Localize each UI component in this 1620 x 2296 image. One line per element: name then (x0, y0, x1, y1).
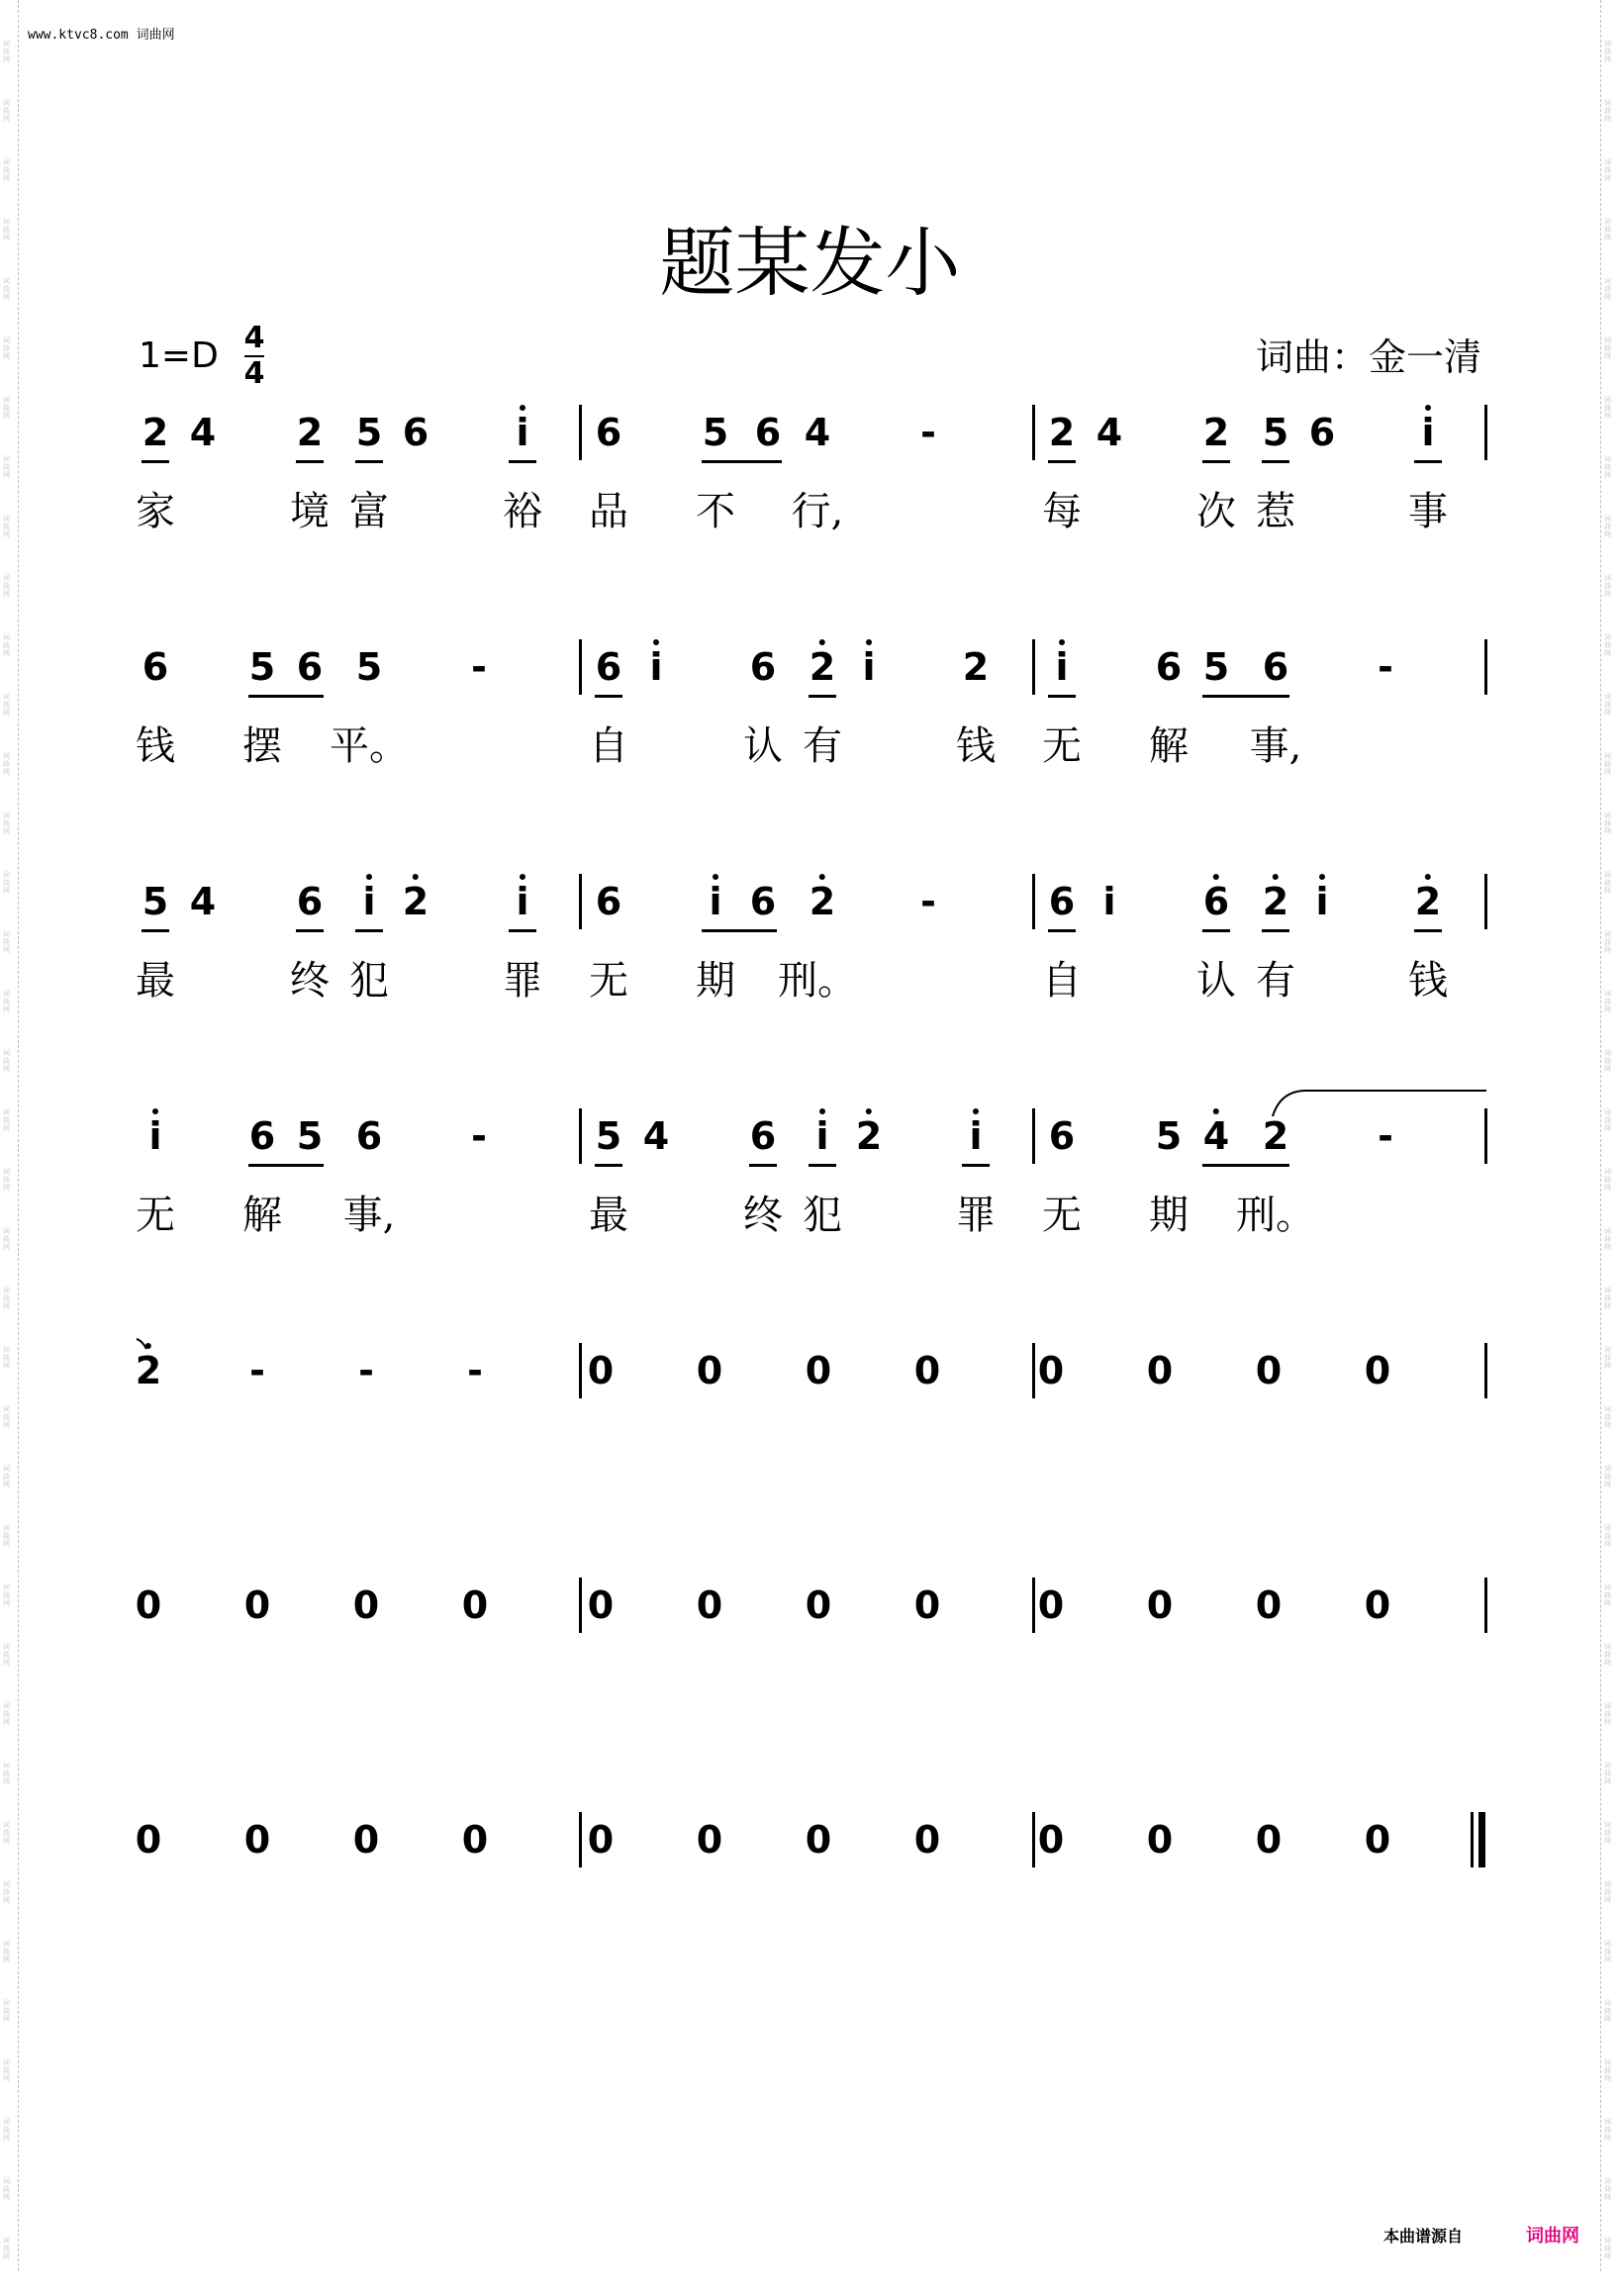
rest-note: 0 (1037, 1583, 1065, 1627)
note: i (707, 880, 724, 923)
rest-note: 0 (1364, 1349, 1391, 1392)
watermark-text: 词曲网 (3, 396, 10, 420)
watermark-text: 词曲网 (3, 871, 10, 895)
beam-underline (749, 1164, 777, 1167)
watermark-text: 词曲网 (1604, 752, 1611, 776)
rest-note: 0 (913, 1349, 941, 1392)
lyric-syllable: 境 (290, 489, 330, 534)
barline (579, 639, 582, 695)
watermark-text: 词曲网 (3, 455, 10, 479)
beam-underline (702, 460, 782, 463)
watermark-text: 词曲网 (3, 277, 10, 301)
watermark-text: 词曲网 (1604, 2237, 1611, 2260)
lyric-syllable: 摆 (242, 723, 282, 769)
barline (1484, 874, 1487, 929)
beam-underline (1414, 929, 1442, 932)
watermark-text: 词曲网 (3, 218, 10, 241)
note: 4 (804, 411, 831, 454)
lyric-syllable: 钱 (136, 723, 175, 769)
rest-note: 0 (1255, 1818, 1283, 1862)
lyric-syllable: 品 (589, 489, 628, 534)
watermark-text: 词曲网 (3, 1643, 10, 1667)
watermark-text: 词曲网 (3, 1940, 10, 1963)
note: 5 (142, 880, 169, 923)
lyric-syllable: 事 (1408, 489, 1448, 534)
rest-note: 0 (587, 1818, 615, 1862)
barline (1032, 1108, 1035, 1164)
rest-note: 0 (1037, 1818, 1065, 1862)
beam-underline (296, 929, 324, 932)
beam-underline (1202, 460, 1230, 463)
watermark-text: 词曲网 (1604, 455, 1611, 479)
rest-note: 0 (1255, 1583, 1283, 1627)
beam-underline (702, 929, 777, 932)
score-system (0, 1818, 1620, 1937)
watermark-text: 词曲网 (3, 1405, 10, 1429)
watermark-text: 词曲网 (1604, 1346, 1611, 1370)
beam-underline (1048, 929, 1076, 932)
watermark-text: 词曲网 (1604, 277, 1611, 301)
note: i (514, 411, 531, 454)
rest-note: 0 (243, 1583, 271, 1627)
barline (1032, 1812, 1035, 1867)
beam-underline (355, 460, 383, 463)
note: 6 (595, 880, 622, 923)
watermark-text: 词曲网 (1604, 2058, 1611, 2082)
watermark-text: 词曲网 (1604, 1227, 1611, 1251)
watermark-text: 词曲网 (1604, 1524, 1611, 1548)
watermark-text: 词曲网 (1604, 1999, 1611, 2023)
note: 4 (642, 1114, 670, 1158)
beam-underline (248, 1164, 324, 1167)
barline (579, 1108, 582, 1164)
watermark-text: 词曲网 (1604, 574, 1611, 598)
rest-note: 0 (352, 1583, 380, 1627)
note: 2 (1262, 880, 1289, 923)
note: 2 (809, 645, 836, 689)
note: 5 (1155, 1114, 1183, 1158)
watermark-text: 词曲网 (3, 1465, 10, 1488)
rest-note: 0 (587, 1583, 615, 1627)
time-bottom: 4 (243, 356, 265, 391)
watermark-text: 词曲网 (1604, 218, 1611, 241)
watermark-text: 词曲网 (1604, 1405, 1611, 1429)
beam-underline (809, 1164, 836, 1167)
watermark-text: 词曲网 (3, 1524, 10, 1548)
note: 5 (702, 411, 729, 454)
dash-extension: - (1378, 1114, 1393, 1158)
watermark-text: 词曲网 (3, 752, 10, 776)
beam-underline (296, 460, 324, 463)
rest-note: 0 (1146, 1818, 1174, 1862)
watermark-text: 词曲网 (3, 336, 10, 360)
note: 6 (1262, 645, 1289, 689)
note: 4 (189, 880, 217, 923)
beam-underline (1048, 460, 1076, 463)
watermark-text: 词曲网 (3, 1999, 10, 2023)
watermark-text: 词曲网 (1604, 40, 1611, 63)
lyric-syllable: 刑。 (778, 958, 857, 1004)
watermark-text: 词曲网 (3, 693, 10, 717)
note: 5 (248, 645, 276, 689)
lyric-syllable: 认 (1196, 958, 1236, 1004)
note: 5 (595, 1114, 622, 1158)
barline (579, 1812, 582, 1867)
barline (579, 405, 582, 460)
watermark-text: 词曲网 (1604, 1287, 1611, 1310)
watermark-text: 词曲网 (1604, 930, 1611, 954)
note: i (860, 645, 878, 689)
watermark-text: 词曲网 (3, 2058, 10, 2082)
note: 6 (142, 645, 169, 689)
watermark-text: 词曲网 (1604, 1821, 1611, 1845)
beam-underline (1202, 1164, 1289, 1167)
note: 6 (1155, 645, 1183, 689)
lyric-syllable: 认 (743, 723, 783, 769)
site-header[interactable]: www.ktvc8.com 词曲网 (28, 28, 175, 43)
lyric-syllable: 终 (743, 1193, 783, 1238)
dash-extension: - (920, 880, 936, 923)
lyric-syllable: 次 (1196, 489, 1236, 534)
barline (1484, 1578, 1487, 1633)
score-system (0, 411, 1620, 534)
dash-extension: - (1378, 645, 1393, 689)
rest-note: 0 (913, 1818, 941, 1862)
barline (579, 874, 582, 929)
lyric-syllable: 富 (349, 489, 389, 534)
lyric-syllable: 自 (1042, 958, 1082, 1004)
lyric-syllable: 期 (1149, 1193, 1189, 1238)
lyric-syllable: 无 (1042, 723, 1082, 769)
final-barline-thin (1471, 1812, 1474, 1867)
watermark-text: 词曲网 (1604, 396, 1611, 420)
rest-note: 0 (696, 1818, 723, 1862)
lyric-syllable: 钱 (956, 723, 996, 769)
note: 6 (749, 880, 777, 923)
beam-underline (248, 695, 324, 698)
beam-underline (595, 695, 622, 698)
note: 2 (142, 411, 169, 454)
lyric-syllable: 无 (1042, 1193, 1082, 1238)
note: i (813, 1114, 831, 1158)
note: 5 (296, 1114, 324, 1158)
barline (1032, 1343, 1035, 1398)
key-text: 1=D (139, 335, 219, 376)
watermark-text: 词曲网 (3, 1346, 10, 1370)
watermark-text: 词曲网 (1604, 1940, 1611, 1963)
rest-note: 0 (805, 1583, 832, 1627)
watermark-text: 词曲网 (1604, 1465, 1611, 1488)
watermark-text: 词曲网 (3, 1583, 10, 1607)
beam-underline (595, 1164, 622, 1167)
barline (1484, 405, 1487, 460)
rest-note: 0 (352, 1818, 380, 1862)
lyric-syllable: 裕 (503, 489, 542, 534)
note: 6 (595, 411, 622, 454)
lyric-syllable: 无 (136, 1193, 175, 1238)
watermark-text: 词曲网 (1604, 515, 1611, 538)
watermark-text: 词曲网 (3, 1227, 10, 1251)
rest-note: 0 (243, 1818, 271, 1862)
barline (1484, 1343, 1487, 1398)
rest-note: 0 (1037, 1349, 1065, 1392)
watermark-text: 词曲网 (3, 990, 10, 1013)
watermark-text: 词曲网 (1604, 812, 1611, 835)
watermark-text: 词曲网 (1604, 633, 1611, 657)
lyric-syllable: 刑。 (1236, 1193, 1315, 1238)
watermark-text: 词曲网 (1604, 693, 1611, 717)
note: 6 (1048, 880, 1076, 923)
watermark-text: 词曲网 (3, 1049, 10, 1073)
barline (1484, 639, 1487, 695)
rest-note: 0 (1146, 1349, 1174, 1392)
note: i (647, 645, 665, 689)
beam-underline (509, 460, 536, 463)
note: 2 (809, 880, 836, 923)
watermark-text: 词曲网 (1604, 1049, 1611, 1073)
rest-note: 0 (1255, 1349, 1283, 1392)
beam-underline (1262, 929, 1289, 932)
barline (1032, 405, 1035, 460)
watermark-text: 词曲网 (3, 40, 10, 63)
watermark-text: 词曲网 (3, 1821, 10, 1845)
beam-underline (1048, 695, 1076, 698)
rest-note: 0 (461, 1583, 489, 1627)
note: 2 (1414, 880, 1442, 923)
rest-note: 0 (805, 1349, 832, 1392)
note: 4 (189, 411, 217, 454)
dash-extension: - (471, 1114, 487, 1158)
lyric-syllable: 期 (696, 958, 735, 1004)
lyric-syllable: 事, (1249, 723, 1302, 769)
footer-source: 本曲谱源自 (1383, 2227, 1464, 2246)
watermark-text: 词曲网 (3, 812, 10, 835)
score-system (0, 1583, 1620, 1702)
watermark-text: 词曲网 (3, 2118, 10, 2142)
beam-underline (355, 929, 383, 932)
barline (579, 1578, 582, 1633)
lyric-syllable: 犯 (349, 958, 389, 1004)
lyric-syllable: 解 (242, 1193, 282, 1238)
tie-continuation (133, 1335, 162, 1355)
footer-brand[interactable]: 词曲网 (1526, 2226, 1579, 2247)
score-system (0, 1114, 1620, 1238)
note: 2 (1202, 411, 1230, 454)
dash-extension: - (467, 1349, 483, 1392)
lyric-syllable: 平。 (330, 723, 409, 769)
rest-note: 0 (135, 1818, 162, 1862)
watermark-text: 词曲网 (3, 574, 10, 598)
note: 6 (754, 411, 782, 454)
note: 5 (355, 411, 383, 454)
rest-note: 0 (696, 1349, 723, 1392)
note: i (1419, 411, 1437, 454)
lyric-syllable: 自 (589, 723, 628, 769)
lyric-syllable: 有 (1256, 958, 1295, 1004)
lyric-syllable: 终 (290, 958, 330, 1004)
note: 6 (296, 645, 324, 689)
song-title: 题某发小 (659, 219, 961, 307)
barline (579, 1343, 582, 1398)
note: 2 (135, 1349, 162, 1392)
rest-note: 0 (587, 1349, 615, 1392)
lyric-syllable: 解 (1149, 723, 1189, 769)
beam-underline (142, 929, 169, 932)
rest-note: 0 (805, 1818, 832, 1862)
note: 2 (1262, 1114, 1289, 1158)
watermark-text: 词曲网 (3, 515, 10, 538)
beam-underline (1202, 695, 1289, 698)
note: i (360, 880, 378, 923)
note: i (146, 1114, 164, 1158)
lyric-syllable: 罪 (503, 958, 542, 1004)
score-system (0, 1349, 1620, 1468)
dash-extension: - (249, 1349, 265, 1392)
note: i (514, 880, 531, 923)
note: 6 (1048, 1114, 1076, 1158)
lyric-syllable: 惹 (1256, 489, 1295, 534)
watermark-text: 词曲网 (3, 2237, 10, 2260)
note: 6 (749, 645, 777, 689)
watermark-text: 词曲网 (1604, 1108, 1611, 1132)
lyric-syllable: 最 (136, 958, 175, 1004)
note: i (1313, 880, 1331, 923)
beam-underline (962, 1164, 990, 1167)
watermark-text: 词曲网 (3, 99, 10, 123)
note: 6 (355, 1114, 383, 1158)
watermark-text: 词曲网 (3, 1287, 10, 1310)
lyric-syllable: 最 (589, 1193, 628, 1238)
barline (1032, 874, 1035, 929)
beam-underline (1414, 460, 1442, 463)
note: 4 (1202, 1114, 1230, 1158)
lyric-syllable: 家 (136, 489, 175, 534)
watermark-text: 词曲网 (1604, 336, 1611, 360)
note: 4 (1096, 411, 1123, 454)
tie-arc (1267, 1087, 1494, 1126)
note: 6 (1308, 411, 1336, 454)
lyric-syllable: 行, (791, 489, 844, 534)
watermark-text: 词曲网 (3, 930, 10, 954)
note: 6 (296, 880, 324, 923)
rest-note: 0 (1364, 1583, 1391, 1627)
lyric-syllable: 每 (1042, 489, 1082, 534)
rest-note: 0 (913, 1583, 941, 1627)
dash-extension: - (920, 411, 936, 454)
note: 2 (296, 411, 324, 454)
note: 6 (402, 411, 429, 454)
final-barline-thick (1478, 1812, 1485, 1867)
note: 2 (1048, 411, 1076, 454)
rest-note: 0 (461, 1818, 489, 1862)
lyric-syllable: 有 (803, 723, 842, 769)
beam-underline (1262, 460, 1289, 463)
beam-underline (509, 929, 536, 932)
note: 2 (962, 645, 990, 689)
lyric-syllable: 无 (589, 958, 628, 1004)
note: 6 (1202, 880, 1230, 923)
note: 2 (402, 880, 429, 923)
note: i (1102, 880, 1116, 923)
watermark-text: 词曲网 (1604, 2118, 1611, 2142)
watermark-text: 词曲网 (1604, 158, 1611, 182)
note: i (1053, 645, 1071, 689)
note: 2 (855, 1114, 883, 1158)
note: 5 (1262, 411, 1289, 454)
beam-underline (142, 460, 169, 463)
note: 6 (749, 1114, 777, 1158)
note: i (967, 1114, 985, 1158)
note: 6 (595, 645, 622, 689)
watermark-text: 词曲网 (3, 1762, 10, 1785)
watermark-text: 词曲网 (1604, 990, 1611, 1013)
watermark-text: 词曲网 (1604, 1880, 1611, 1904)
lyric-syllable: 犯 (803, 1193, 842, 1238)
score-system (0, 645, 1620, 769)
barline (1032, 639, 1035, 695)
watermark-text: 词曲网 (3, 1168, 10, 1192)
rest-note: 0 (696, 1583, 723, 1627)
dash-extension: - (358, 1349, 374, 1392)
time-signature (243, 322, 265, 391)
watermark-text: 词曲网 (1604, 1168, 1611, 1192)
rest-note: 0 (1146, 1583, 1174, 1627)
watermark-text: 词曲网 (1604, 871, 1611, 895)
watermark-text: 词曲网 (3, 1702, 10, 1726)
watermark-text: 词曲网 (1604, 99, 1611, 123)
lyric-syllable: 事, (342, 1193, 396, 1238)
watermark-text: 词曲网 (1604, 1762, 1611, 1785)
watermark-text: 词曲网 (1604, 1702, 1611, 1726)
watermark-text: 词曲网 (1604, 1643, 1611, 1667)
barline (1032, 1578, 1035, 1633)
rest-note: 0 (135, 1583, 162, 1627)
lyric-syllable: 不 (696, 489, 735, 534)
dash-extension: - (471, 645, 487, 689)
watermark-text: 词曲网 (3, 1108, 10, 1132)
watermark-text: 词曲网 (1604, 2177, 1611, 2201)
credit: 词曲：金一清 (1255, 335, 1481, 379)
note: 6 (248, 1114, 276, 1158)
beam-underline (809, 695, 836, 698)
time-top: 4 (243, 321, 265, 355)
rest-note: 0 (1364, 1818, 1391, 1862)
beam-underline (1202, 929, 1230, 932)
note: 5 (355, 645, 383, 689)
watermark-text: 词曲网 (3, 2177, 10, 2201)
watermark-text: 词曲网 (3, 158, 10, 182)
watermark-text: 词曲网 (3, 633, 10, 657)
note: 5 (1202, 645, 1230, 689)
watermark-text: 词曲网 (3, 1880, 10, 1904)
watermark-text: 词曲网 (1604, 1583, 1611, 1607)
lyric-syllable: 罪 (956, 1193, 996, 1238)
lyric-syllable: 钱 (1408, 958, 1448, 1004)
